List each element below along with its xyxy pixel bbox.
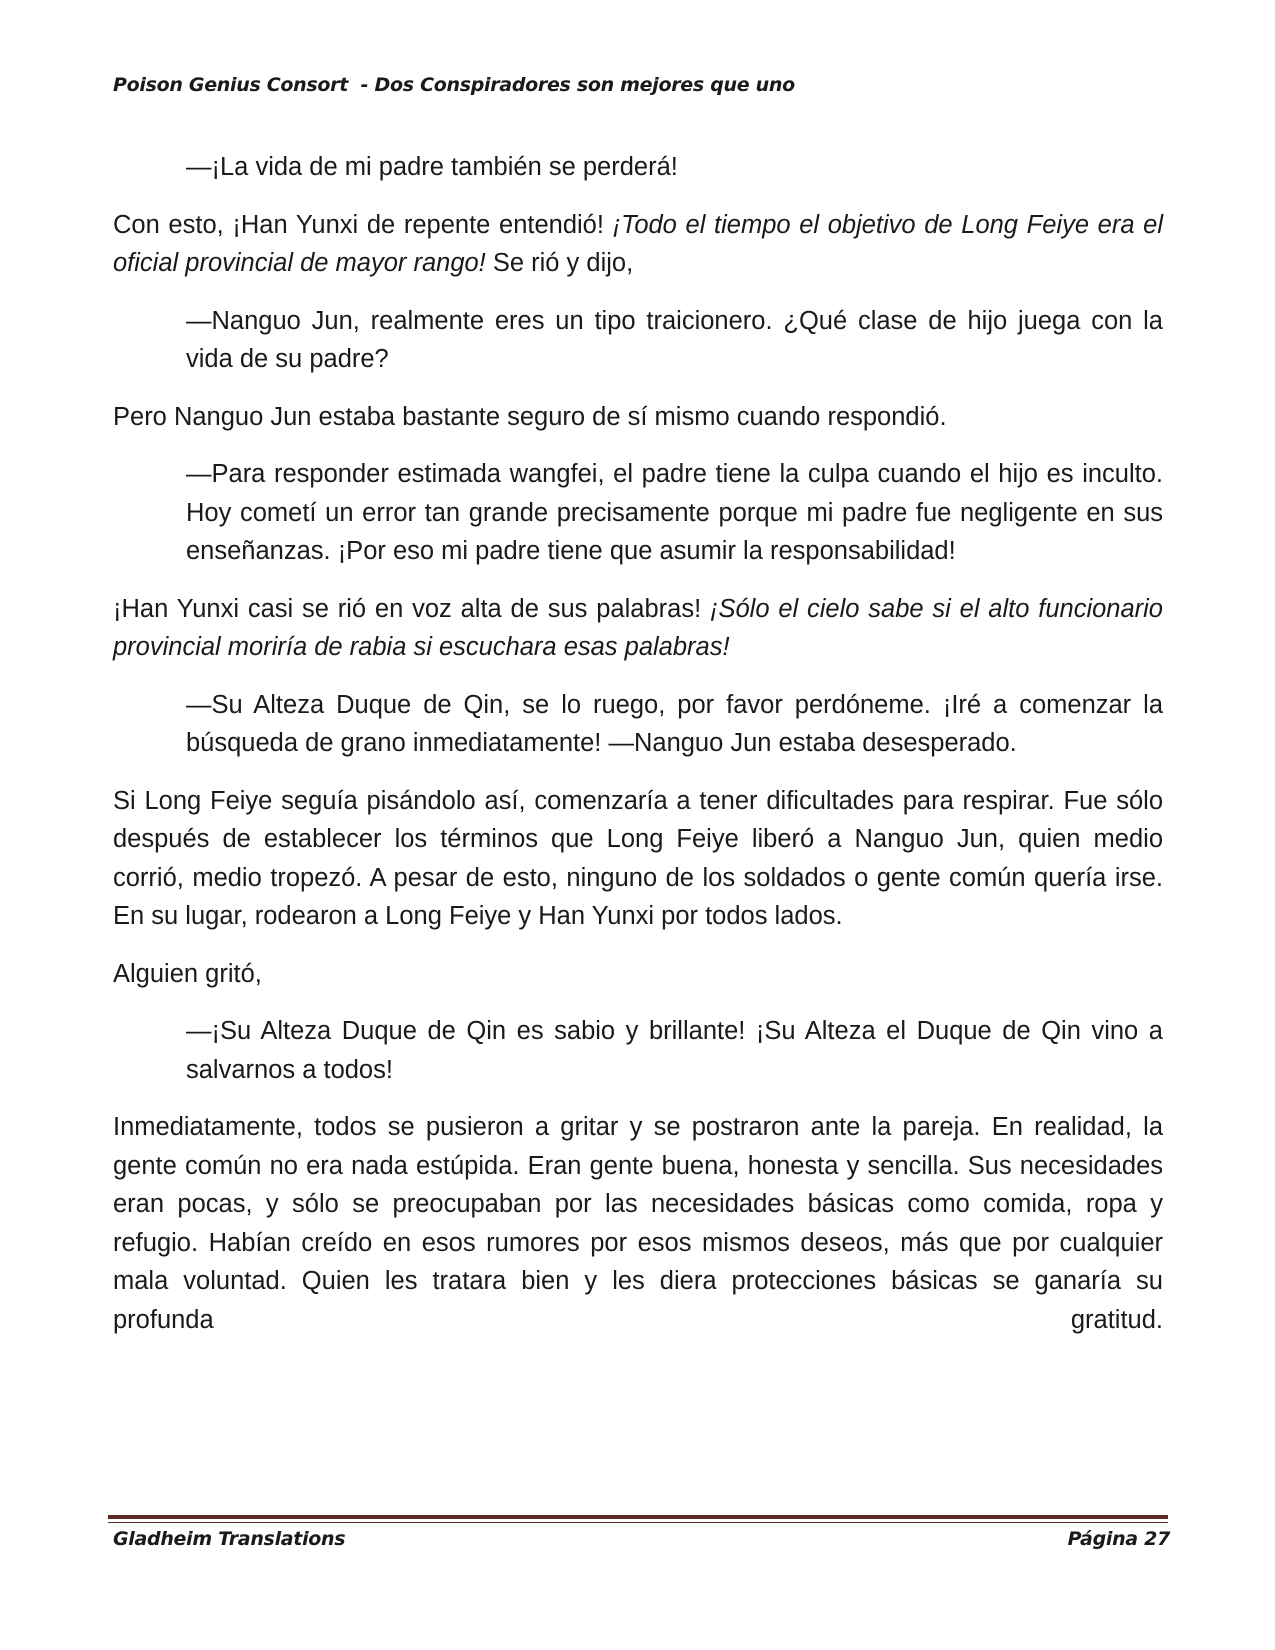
paragraph-text: —Nanguo Jun, realmente eres un tipo traicionero. ¿Qué clase de hijo juega con la vida de su padre?: [186, 306, 1163, 373]
paragraph-text: —Su Alteza Duque de Qin, se lo ruego, por favor perdóneme. ¡Iré a comenzar la búsqueda de grano inmediatamente! —Nanguo Jun estaba desesperado.: [186, 690, 1163, 757]
dialogue-paragraph: [113, 455, 1163, 571]
narration-paragraph: [113, 1108, 1163, 1339]
paragraph-text: —Para responder estimada wangfei, el padre tiene la culpa cuando el hijo es inculto. Hoy cometí un error tan grande precisamente porque mi padre fue negligente en sus enseñanzas. ¡Por eso mi padre tiene que asumir la responsabilidad!: [186, 460, 1163, 565]
narration-paragraph: [113, 782, 1163, 936]
footer-rule-thin: [108, 1522, 1168, 1523]
narration-paragraph: [113, 590, 1163, 667]
italic-thought-text: ¡Sólo el cielo sabe si el alto funcionario provincial moriría de rabia si escuchara esas palabras!: [113, 594, 1163, 661]
footer-page-number: Página 27: [1067, 1528, 1170, 1550]
dialogue-paragraph: [113, 686, 1163, 763]
document-body: [113, 148, 1163, 1358]
italic-thought-text: ¡Todo el tiempo el objetivo de Long Feiye era el oficial provincial de mayor rango!: [113, 210, 1164, 277]
dialogue-paragraph: [113, 1012, 1163, 1089]
dialogue-paragraph: [113, 302, 1163, 379]
paragraph-text: Alguien gritó,: [113, 959, 262, 988]
paragraph-text: Con esto, ¡Han Yunxi de repente entendió!: [113, 210, 613, 239]
paragraph-text: —¡La vida de mi padre también se perderá!: [186, 153, 678, 181]
paragraph-text: ¡Han Yunxi casi se rió en voz alta de sus palabras!: [113, 594, 710, 623]
page-header-title: Poison Genius Consort - Dos Conspiradores son mejores que uno: [113, 74, 795, 96]
paragraph-text: Si Long Feiye seguía pisándolo así, comenzaría a tener dificultades para respirar. Fue sólo después de establecer los términos que Long Feiye liberó a Nanguo Jun, quien medio corrió, medio tropezó. A pesar de esto, ninguno de los soldados o gente común quería irse. En su lugar, rodearon a Long Feiye y Han Yunxi por todos lados.: [113, 786, 1163, 930]
dialogue-paragraph: [113, 148, 1163, 187]
footer-publisher: Gladheim Translations: [113, 1528, 346, 1550]
paragraph-text: —¡Su Alteza Duque de Qin es sabio y brillante! ¡Su Alteza el Duque de Qin vino a salvarnos a todos!: [186, 1017, 1163, 1084]
narration-paragraph: [113, 955, 1163, 994]
paragraph-text: Pero Nanguo Jun estaba bastante seguro de sí mismo cuando respondió.: [113, 402, 947, 431]
narration-paragraph: [113, 398, 1163, 437]
narration-paragraph: [113, 206, 1163, 283]
footer-rule: [108, 1515, 1168, 1519]
paragraph-text: Se rió y dijo,: [485, 249, 634, 277]
paragraph-text: Inmediatamente, todos se pusieron a gritar y se postraron ante la pareja. En realidad, la gente común no era nada estúpida. Eran gente buena, honesta y sencilla. Sus necesidades eran pocas, y sólo se preocupaban por las necesidades básicas como comida, ropa y refugio. Habían creído en esos rumores por esos mismos deseos, más que por cualquier mala voluntad. Quien les tratara bien y les diera protecciones básicas se ganaría su profunda gratitud.: [113, 1113, 1163, 1334]
